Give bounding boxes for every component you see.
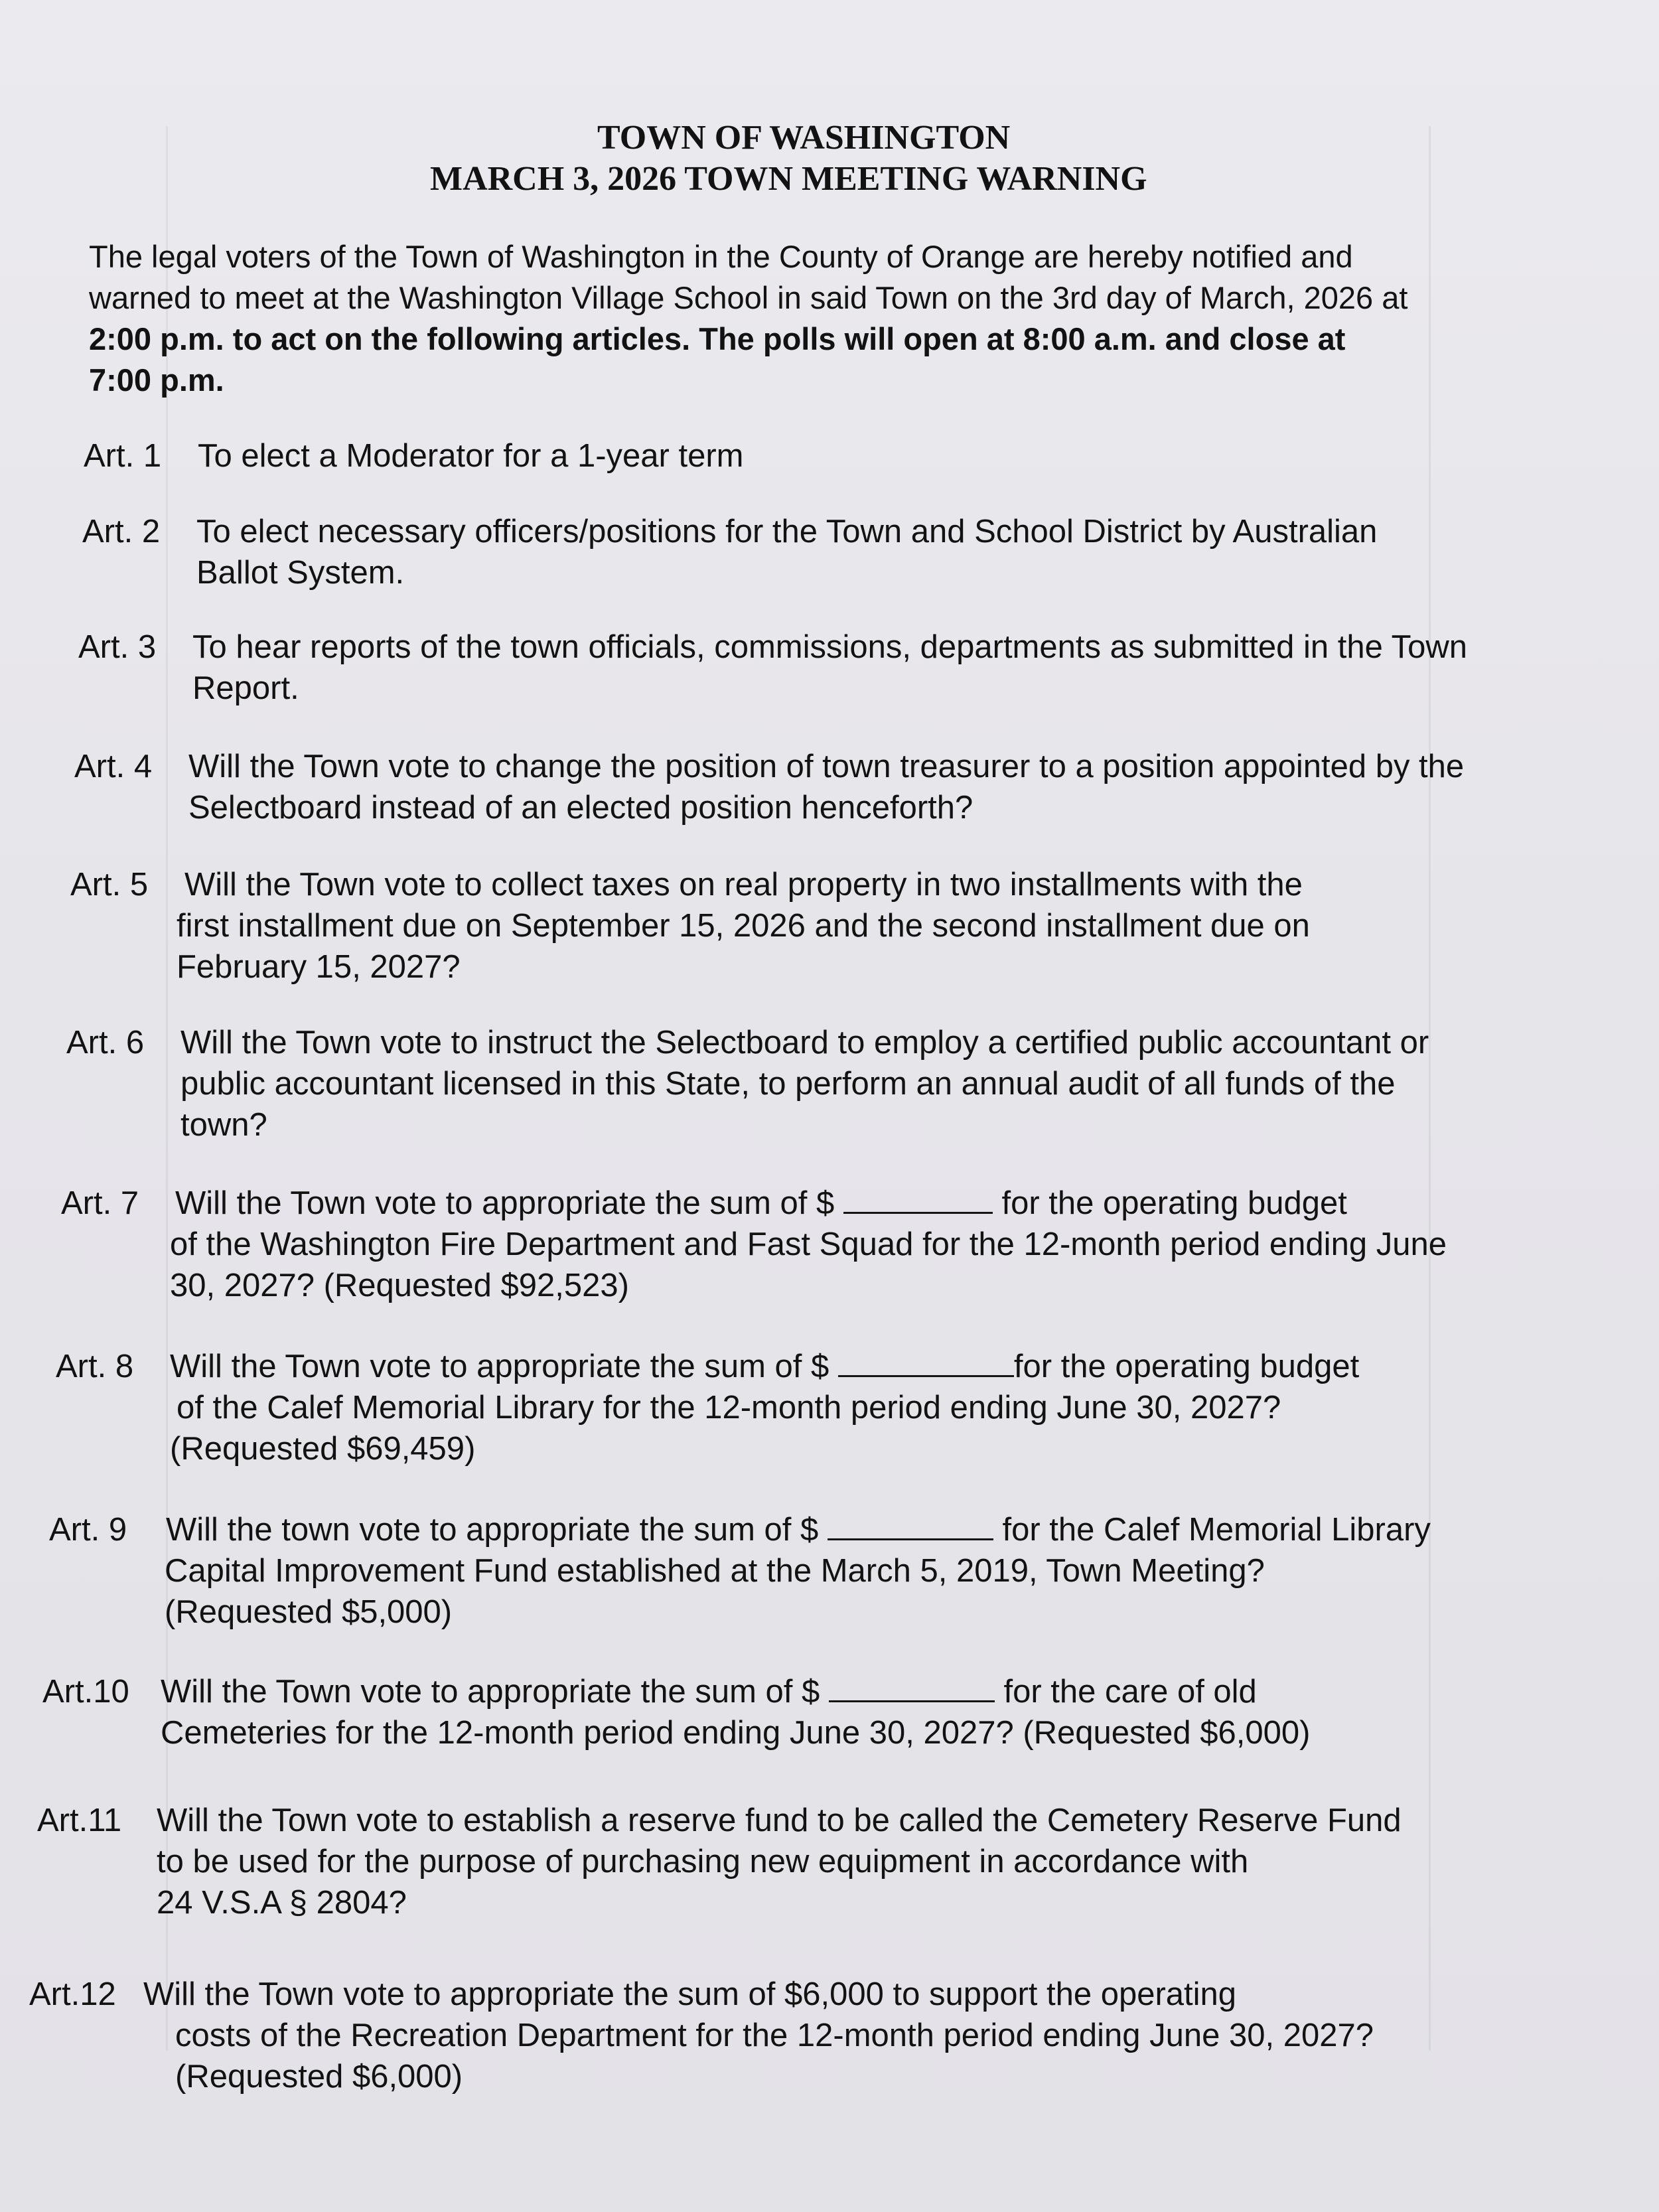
article-text-line: to be used for the purpose of purchasing new equipment in accordance with — [157, 1844, 1249, 1880]
article-text-line: of the Washington Fire Department and Fast Squad for the 12-month period ending June — [170, 1226, 1447, 1262]
article-label: Art. 3 — [78, 629, 157, 665]
amount-blank — [843, 1183, 993, 1214]
article-text-line: Will the Town vote to appropriate the sum of $6,000 to support the operating — [143, 1976, 1237, 2012]
intro-line-1: The legal voters of the Town of Washington in the County of Orange are hereby notified and — [89, 239, 1353, 274]
amount-blank — [829, 1671, 995, 1702]
article-text-line: To elect necessary officers/positions for the Town and School District by Australian — [196, 514, 1378, 550]
article-label: Art. 4 — [74, 749, 153, 784]
article-text-line: 30, 2027? (Requested $92,523) — [170, 1268, 629, 1303]
article-text-line: (Requested $5,000) — [165, 1594, 453, 1630]
article-text-line: 24 V.S.A § 2804? — [157, 1885, 407, 1921]
document-title: TOWN OF WASHINGTON — [597, 119, 1011, 157]
intro-line-2: warned to meet at the Washington Village School in said Town on the 3rd day of March, 2026 at — [89, 280, 1408, 315]
article-text-line: February 15, 2027? — [177, 949, 461, 985]
article-text-line: To hear reports of the town officials, commissions, departments as submitted in the Town — [192, 629, 1468, 665]
amount-blank — [828, 1509, 993, 1540]
article-text-line: costs of the Recreation Department for the 12-month period ending June 30, 2027? — [175, 2018, 1374, 2053]
article-text-line: first installment due on September 15, 2026 and the second installment due on — [177, 908, 1310, 944]
article-label: Art.11 — [37, 1803, 122, 1838]
article-text-line: Will the Town vote to appropriate the sum of $ for the operating budget — [170, 1346, 1359, 1387]
article-label: Art. 8 — [56, 1349, 134, 1384]
article-label: Art. 6 — [66, 1025, 145, 1061]
article-text-line: Will the Town vote to change the position of town treasurer to a position appointed by the — [188, 749, 1465, 784]
article-text-line: (Requested $6,000) — [175, 2059, 463, 2095]
article-label: Art. 1 — [84, 438, 162, 474]
article-text-line: Selectboard instead of an elected position henceforth? — [188, 790, 974, 826]
article-label: Art. 7 — [61, 1185, 139, 1221]
article-text-line: town? — [180, 1107, 267, 1143]
article-text-line: Will the Town vote to instruct the Selectboard to employ a certified public accountant or — [180, 1025, 1429, 1061]
article-text-line: Capital Improvement Fund established at the March 5, 2019, Town Meeting? — [165, 1553, 1265, 1589]
article-label: Art.10 — [42, 1674, 129, 1710]
article-text-line: Will the Town vote to collect taxes on real property in two installments with the — [184, 867, 1303, 903]
article-text-line: public accountant licensed in this State, to perform an annual audit of all funds of the — [180, 1066, 1396, 1102]
intro-line-4: 7:00 p.m. — [89, 362, 224, 398]
intro-line-3: 2:00 p.m. to act on the following articles. The polls will open at 8:00 a.m. and close at — [89, 321, 1346, 356]
article-text-line: (Requested $69,459) — [170, 1431, 476, 1467]
article-label: Art.12 — [29, 1976, 116, 2012]
article-text-line: Will the town vote to appropriate the sum of $ for the Calef Memorial Library — [166, 1509, 1431, 1550]
amount-blank — [838, 1346, 1014, 1377]
article-text-line: Report. — [192, 670, 299, 706]
article-text-line: Cemeteries for the 12-month period ending June 30, 2027? (Requested $6,000) — [161, 1715, 1311, 1751]
article-text-line: Will the Town vote to appropriate the sum of $ for the operating budget — [175, 1183, 1447, 1224]
article-label: Art. 2 — [82, 514, 161, 550]
document-subtitle: MARCH 3, 2026 TOWN MEETING WARNING — [430, 160, 1147, 198]
article-label: Art. 9 — [49, 1512, 127, 1548]
article-text-line: To elect a Moderator for a 1-year term — [198, 438, 744, 474]
article-text-line: Will the Town vote to establish a reserve fund to be called the Cemetery Reserve Fund — [157, 1803, 1402, 1838]
article-text-line: Will the Town vote to appropriate the sum of $ for the care of old — [161, 1671, 1310, 1712]
article-text-line: of the Calef Memorial Library for the 12-month period ending June 30, 2027? — [177, 1390, 1281, 1426]
article-label: Art. 5 — [70, 867, 149, 903]
article-text-line: Ballot System. — [196, 555, 405, 591]
